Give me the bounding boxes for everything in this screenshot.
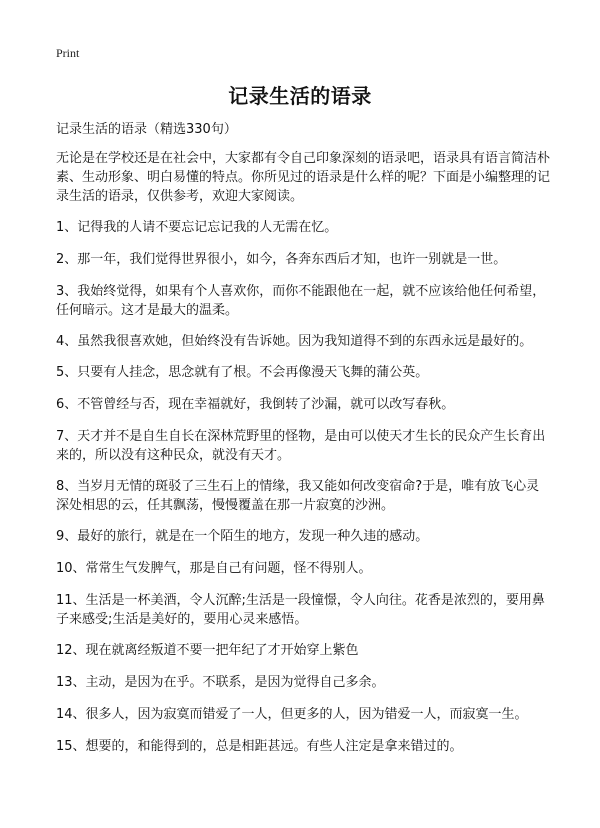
page-title: 记录生活的语录	[228, 84, 372, 108]
quote-item: 11、生活是一杯美酒，令人沉醉;生活是一段憧憬，令人向往。花香是浓烈的，要用鼻子来感受;生活是美好的，要用心灵来感悟。	[56, 593, 545, 627]
print-link[interactable]: Print	[56, 46, 80, 60]
quote-item: 13、主动，是因为在乎。不联系，是因为觉得自己多余。	[56, 675, 385, 690]
quote-item: 8、当岁月无情的斑驳了三生石上的情缘，我又能如何改变宿命?于是，唯有放飞心灵深处相思的云，任其飘荡，慢慢覆盖在那一片寂寞的沙洲。	[56, 479, 540, 513]
article-intro: 无论是在学校还是在社会中，大家都有令自己印象深刻的语录吧，语录具有语言简洁朴素、生动形象、明白易懂的特点。你所见过的语录是什么样的呢？下面是小编整理的记录生活的语录，仅供参考，欢迎大家阅读。	[56, 151, 551, 204]
quote-item: 10、常常生气发脾气，那是自己有问题，怪不得别人。	[56, 561, 372, 576]
quote-item: 2、那一年，我们觉得世界很小，如今，各奔东西后才知，也许一别就是一世。	[56, 252, 507, 267]
article-subtitle: 记录生活的语录（精选330句）	[56, 122, 237, 137]
quote-item: 15、想要的，和能得到的，总是相距甚远。有些人注定是拿来错过的。	[56, 739, 463, 754]
quote-item: 9、最好的旅行，就是在一个陌生的地方，发现一种久违的感动。	[56, 529, 429, 544]
quote-item: 5、只要有人挂念，思念就有了根。不会再像漫天飞舞的蒲公英。	[56, 365, 429, 380]
quote-item: 3、我始终觉得，如果有个人喜欢你，而你不能跟他在一起，就不应该给他任何希望，任何暗示。这才是最大的温柔。	[56, 284, 546, 318]
quote-list	[56, 218, 550, 756]
quote-item: 14、很多人，因为寂寞而错爱了一人，但更多的人，因为错爱一人，而寂寞一生。	[56, 707, 528, 722]
quote-item: 4、虽然我很喜欢她，但始终没有告诉她。因为我知道得不到的东西永远是最好的。	[56, 334, 533, 349]
quote-item: 1、记得我的人请不要忘记忘记我的人无需在忆。	[56, 220, 338, 235]
article-body	[56, 120, 550, 769]
quote-item: 12、现在就离经叛道不要一把年纪了才开始穿上紫色	[56, 643, 359, 658]
quote-item: 7、天才并不是自生自长在深林荒野里的怪物，是由可以使天才生长的民众产生长育出来的，所以没有这种民众，就没有天才。	[56, 429, 546, 463]
quote-item: 6、不管曾经与否，现在幸福就好，我倒转了沙漏，就可以改写春秋。	[56, 397, 455, 412]
